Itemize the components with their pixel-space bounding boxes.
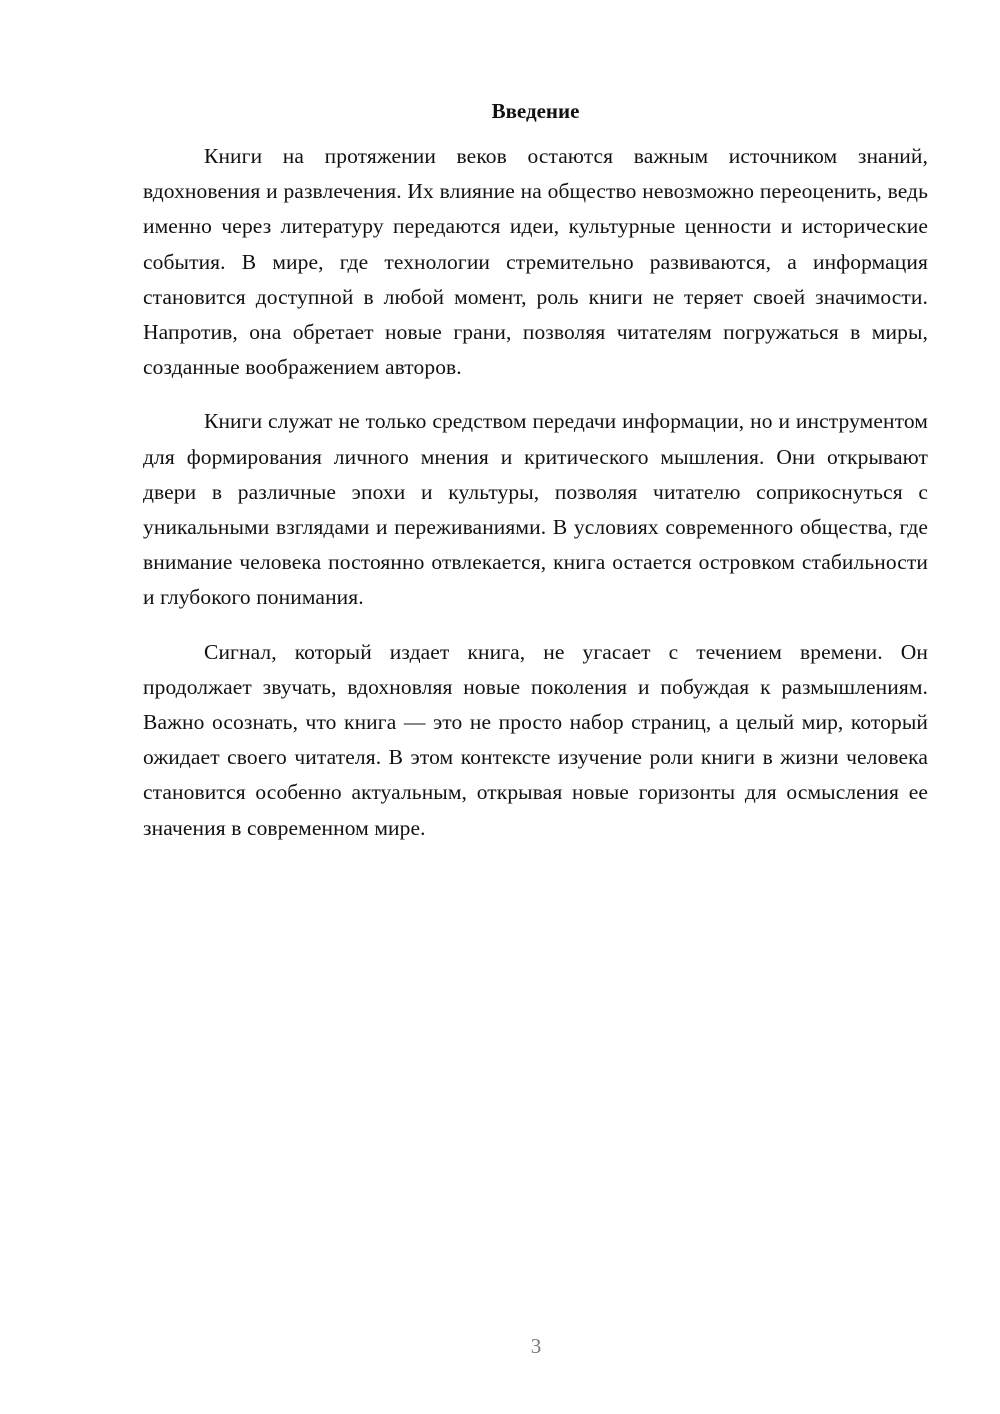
paragraph-2: Книги служат не только средством передачи информации, но и инструментом для формирования личного мнения и критического мышления. Они открывают двери в различные эпохи и культуры, позволяя читателю соприкоснуться с уникальными взглядами и переживаниями. В условиях современного общества, где внимание человека постоянно отвлекается, книга остается островком стабильности и глубокого понимания. (143, 409, 928, 610)
section-heading: Введение (491, 99, 580, 123)
paragraph-1: Книги на протяжении веков остаются важным источником знаний, вдохновения и развлечения. Их влияние на общество невозможно переоценить, ведь именно через литературу передаются идеи, культурные ценности и исторические события. В мире, где технологии стремительно развиваются, а информация становится доступной в любой момент, роль книги не теряет своей значимости. Напротив, она обретает новые грани, позволяя читателям погружаться в миры, созданные воображением авторов. (143, 144, 928, 380)
page-content (143, 97, 928, 865)
page-number: 3 (530, 1334, 542, 1358)
paragraph-3: Сигнал, который издает книга, не угасает с течением времени. Он продолжает звучать, вдохновляя новые поколения и побуждая к размышлениям. Важно осознать, что книга — это не просто набор страниц, а целый мир, который ожидает своего читателя. В этом контексте изучение роли книги в жизни человека становится особенно актуальным, открывая новые горизонты для осмысления ее значения в современном мире. (143, 639, 928, 840)
